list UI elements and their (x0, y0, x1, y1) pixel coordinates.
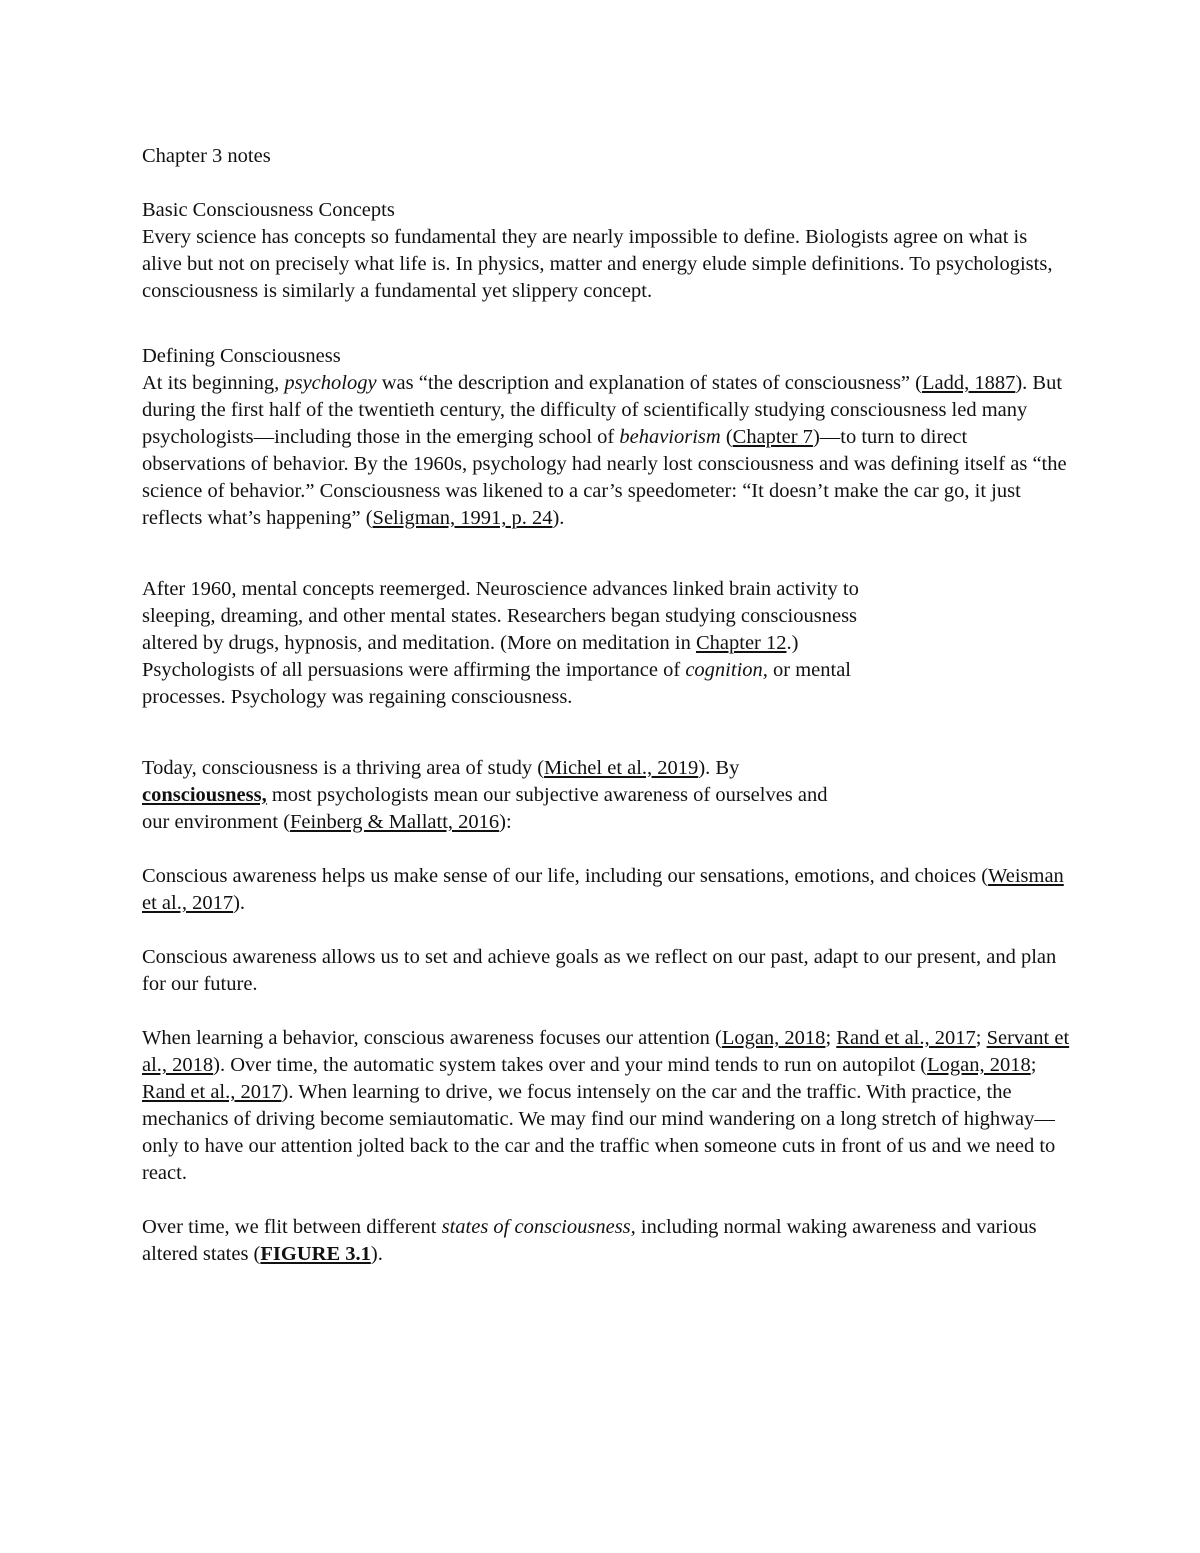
paragraph-basic-concepts: Every science has concepts so fundamental they are nearly impossible to define. Biologists agree on what is alive but not on precisely what life is. In physics, matter and energy elude simple definitions. To psychologists, consciousness is similarly a fundamental yet slippery concept. (142, 226, 1053, 302)
text-run: ). (233, 892, 246, 914)
text-run: .) Psychologists of all persuasions were affirming the importance of (142, 632, 799, 681)
citation-link[interactable]: Logan, 2018 (927, 1054, 1031, 1076)
citation-link[interactable]: Servant et al., 2018 (142, 1027, 1070, 1076)
citation-link[interactable]: Ladd, 1887 (921, 372, 1016, 394)
text-run: ). But during the first half of the twentieth century, the difficulty of scientifically studying consciousness led many psychologists—including those in the emerging school of (142, 372, 1063, 448)
text-run: After 1960, mental concepts reemerged. Neuroscience advances linked brain activity to sleeping, dreaming, and other mental states. Researchers began studying consciousness altered by drugs, hypnosis, and meditation. (More on meditation in (142, 578, 859, 654)
paragraph-sense-making (142, 863, 1072, 917)
emphasis-term: behaviorism (619, 426, 721, 448)
text-run: Today, consciousness is a thriving area of study ( (142, 757, 545, 779)
paragraph-goals: Conscious awareness allows us to set and achieve goals as we reflect on our past, adapt to our present, and plan for our future. (142, 946, 1057, 995)
text-run: ( (720, 426, 733, 448)
chapter-link[interactable]: Chapter 12 (695, 632, 787, 654)
paragraph-learning (142, 1025, 1072, 1187)
emphasis-term: states of consciousness, (441, 1216, 636, 1238)
text-run: At its beginning, (142, 372, 285, 394)
text-run: Over time, we flit between different (142, 1216, 442, 1238)
text-run: ). By (698, 757, 740, 779)
emphasis-term: psychology (284, 372, 377, 394)
document-title: Chapter 3 notes (142, 145, 271, 167)
citation-link[interactable]: Rand et al., 2017 (836, 1027, 976, 1049)
text-run: ). (552, 507, 565, 529)
citation-link[interactable]: Rand et al., 2017 (142, 1081, 282, 1103)
citation-link[interactable]: Logan, 2018 (721, 1027, 826, 1049)
section-heading-defining-consciousness: Defining Consciousness (142, 345, 341, 367)
text-run: including normal waking awareness and various altered states ( (142, 1216, 1037, 1265)
key-term: consciousness, (142, 784, 267, 806)
text-run: ). When learning to drive, we focus intensely on the car and the traffic. With practice, the mechanics of driving become semiautomatic. We may find our mind wandering on a long stretch of highway—only to have our attention jolted back to the car and the traffic when someone cuts in front of us and we need to react. (142, 1081, 1056, 1184)
emphasis-term: cognition, (685, 659, 768, 681)
text-run: )—to turn to direct observations of behavior. By the 1960s, psychology had nearly lost consciousness and was defining itself as “the science of behavior.” Consciousness was likened to a car’s speedometer: “It doesn’t make the car go, it just reflects what’s happening” ( (142, 426, 1067, 529)
text-run: most psychologists mean our subjective awareness of ourselves and our environment ( (142, 784, 828, 833)
text-run: ). (370, 1243, 383, 1265)
text-run: ). Over time, the automatic system takes over and your mind tends to run on autopilot ( (213, 1054, 928, 1076)
text-run: ; (825, 1027, 837, 1049)
citation-link[interactable]: Weisman et al., 2017 (142, 865, 1064, 914)
text-run: ): (499, 811, 512, 833)
section-heading-basic-concepts: Basic Consciousness Concepts (142, 199, 395, 221)
document-page (142, 143, 1072, 1268)
text-run: ; (1030, 1054, 1037, 1076)
citation-link[interactable]: Seligman, 1991, p. 24 (372, 507, 553, 529)
text-run: or mental processes. Psychology was regaining consciousness. (142, 659, 852, 708)
citation-link[interactable]: Michel et al., 2019 (544, 757, 699, 779)
text-run: ; (975, 1027, 987, 1049)
text-run: was “the description and explanation of states of consciousness” ( (376, 372, 922, 394)
paragraph-today (142, 755, 832, 836)
citation-link[interactable]: Feinberg & Mallatt, 2016 (290, 811, 500, 833)
paragraph-after-1960 (142, 576, 887, 711)
paragraph-history (142, 370, 1072, 532)
text-run: Conscious awareness helps us make sense of our life, including our sensations, emotions, and choices ( (142, 865, 989, 887)
figure-link[interactable]: FIGURE 3.1 (260, 1243, 371, 1265)
text-run: When learning a behavior, conscious awareness focuses our attention ( (142, 1027, 722, 1049)
chapter-link[interactable]: Chapter 7 (732, 426, 813, 448)
paragraph-states (142, 1214, 1072, 1268)
